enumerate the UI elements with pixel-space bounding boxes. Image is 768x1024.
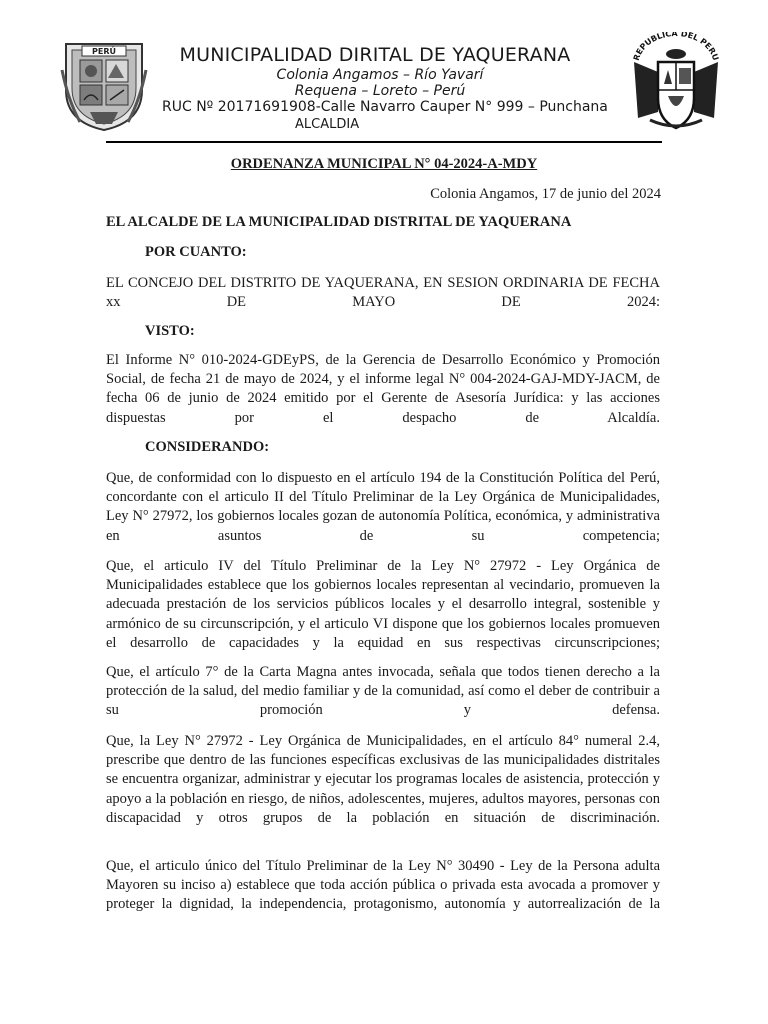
department-label: ALCALDIA: [295, 117, 360, 132]
municipal-shield-logo: [60, 30, 148, 132]
svg-text:PERÚ: PERÚ: [92, 47, 116, 56]
svg-text:REPUBLICA DEL PERU: REPUBLICA DEL PERU: [631, 32, 721, 62]
ordinance-title: ORDENANZA MUNICIPAL N° 04-2024-A-MDY: [230, 156, 538, 172]
address-line-1: Colonia Angamos – Río Yavarí: [276, 67, 484, 83]
considerando-paragraph-1: Que, de conformidad con lo dispuesto en el artículo 194 de la Constitución Política del Perú, concordante con el articulo II del Título Preliminar de la Ley Orgánica de Municipalidades, Ley N° 27972, los gobiernos locales gozan de autonomía Política, económica, y administrativa en asuntos de su competencia;: [106, 470, 660, 544]
municipality-name: MUNICIPALIDAD DIRITAL DE YAQUERANA: [179, 44, 571, 66]
header-divider: [106, 141, 662, 143]
address-line-2: Requena – Loreto – Perú: [294, 83, 466, 99]
considerando-paragraph-4: Que, la Ley N° 27972 - Ley Orgánica de Municipalidades, en el artículo 84° numeral 2.4, prescribe que dentro de las funciones específicas exclusivas de las municipalidades distritales se encuentra organizar, administrar y ejecutar los programas locales de asistencia, protección y apoyo a la población en riesgo, de niños, adolescentes, mujeres, adultos mayores, personas con discapacidad y otros grupos de la población en situación de discriminación.: [106, 733, 660, 826]
considerando-heading: CONSIDERANDO:: [145, 439, 270, 455]
document-date: Colonia Angamos, 17 de junio del 2024: [430, 186, 661, 202]
por-cuanto-paragraph: EL CONCEJO DEL DISTRITO DE YAQUERANA, EN SESION ORDINARIA DE FECHA xx DE MAYO DE 2024:: [106, 275, 660, 311]
national-coat-of-arms-logo: [628, 32, 724, 132]
visto-paragraph: El Informe N° 010-2024-GDEyPS, de la Gerencia de Desarrollo Económico y Promoción Social, de fecha 21 de mayo de 2024, y el informe legal N° 004-2024-GAJ-MDY-JACM, de fecha 06 de junio de 2024 emitido por el Gerente de Asesoría Jurídica: y las acciones dispuestas por el despacho de Alcaldía.: [106, 352, 660, 426]
por-cuanto-heading: POR CUANTO:: [145, 244, 247, 260]
considerando-paragraph-3: Que, el artículo 7° de la Carta Magna antes invocada, señala que todos tienen derecho a la protección de la salud, del medio familiar y de la comunidad, así como el deber de contribuir a su promoción y defensa.: [106, 664, 660, 719]
main-heading: EL ALCALDE DE LA MUNICIPALIDAD DISTRITAL DE YAQUERANA: [106, 214, 572, 230]
visto-heading: VISTO:: [145, 323, 195, 339]
ruc-address-line: RUC Nº 20171691908-Calle Navarro Cauper N° 999 – Punchana: [162, 99, 608, 115]
considerando-paragraph-5: Que, el articulo único del Título Preliminar de la Ley N° 30490 - Ley de la Persona adulta Mayoren su inciso a) establece que toda acción pública o privada esta avocada a promover y proteger la dignidad, la independencia, protagonismo, autonomía y autorrealización de la: [106, 858, 660, 913]
considerando-paragraph-2: Que, el articulo IV del Título Preliminar de la Ley N° 27972 - Ley Orgánica de Municipalidades establece que los gobiernos locales representan al vecindario, promueven la adecuada prestación de los servicios públicos locales y el desarrollo integral, sostenible y armónico de su circunscripción, y el articulo VI dispone que los gobiernos locales promueven el desarrollo de capacidades y la equidad en sus respectivas circunscripciones;: [106, 558, 660, 651]
